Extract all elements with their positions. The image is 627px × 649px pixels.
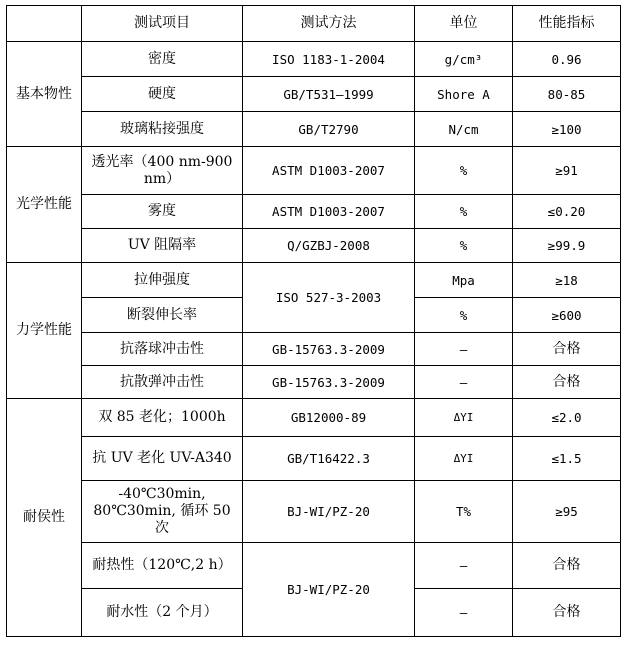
value-cell: 合格: [513, 543, 621, 589]
value-cell: ≥91: [513, 147, 621, 195]
table-row: [7, 42, 621, 77]
table-row: [7, 437, 621, 481]
unit-cell: %: [415, 298, 513, 333]
item-cell: 拉伸强度: [82, 263, 243, 298]
method-cell: GB12000-89: [243, 399, 415, 437]
method-cell: ASTM D1003-2007: [243, 147, 415, 195]
header-cell-method: 测试方法: [243, 6, 415, 42]
item-cell: 抗 UV 老化 UV-A340: [82, 437, 243, 481]
value-cell: 合格: [513, 333, 621, 366]
unit-cell: Shore A: [415, 77, 513, 112]
table-row: [7, 112, 621, 147]
method-cell: ISO 1183-1-2004: [243, 42, 415, 77]
unit-cell: N/cm: [415, 112, 513, 147]
table-row: [7, 366, 621, 399]
value-cell: ≤0.20: [513, 195, 621, 229]
method-cell: BJ-WI/PZ-20: [243, 481, 415, 543]
item-cell: 雾度: [82, 195, 243, 229]
unit-cell: —: [415, 333, 513, 366]
value-cell: ≥600: [513, 298, 621, 333]
unit-cell: g/cm³: [415, 42, 513, 77]
unit-cell: —: [415, 543, 513, 589]
item-cell: 抗落球冲击性: [82, 333, 243, 366]
table-row: [7, 147, 621, 195]
value-cell: ≥99.9: [513, 229, 621, 263]
table-row: [7, 543, 621, 589]
item-cell: 耐热性（120℃,2 h）: [82, 543, 243, 589]
spec-table: [6, 5, 621, 637]
item-cell: 抗散弹冲击性: [82, 366, 243, 399]
unit-cell: %: [415, 195, 513, 229]
value-cell: 80-85: [513, 77, 621, 112]
value-cell: ≤1.5: [513, 437, 621, 481]
method-cell: BJ-WI/PZ-20: [243, 543, 415, 637]
unit-cell: —: [415, 589, 513, 637]
header-cell-item: 测试项目: [82, 6, 243, 42]
value-cell: ≥95: [513, 481, 621, 543]
value-cell: 0.96: [513, 42, 621, 77]
unit-cell: ΔYI: [415, 399, 513, 437]
table-row: [7, 399, 621, 437]
method-cell: GB-15763.3-2009: [243, 333, 415, 366]
item-cell: UV 阻隔率: [82, 229, 243, 263]
unit-cell: Mpa: [415, 263, 513, 298]
unit-cell: —: [415, 366, 513, 399]
table-row: [7, 333, 621, 366]
unit-cell: %: [415, 147, 513, 195]
group-label: 力学性能: [7, 263, 82, 399]
item-cell: 玻璃粘接强度: [82, 112, 243, 147]
method-cell: ASTM D1003-2007: [243, 195, 415, 229]
unit-cell: %: [415, 229, 513, 263]
value-cell: ≥18: [513, 263, 621, 298]
item-cell: 硬度: [82, 77, 243, 112]
unit-cell: T%: [415, 481, 513, 543]
group-label: 光学性能: [7, 147, 82, 263]
method-cell: GB/T531—1999: [243, 77, 415, 112]
item-cell: 耐水性（2 个月）: [82, 589, 243, 637]
method-cell: ISO 527-3-2003: [243, 263, 415, 333]
group-label: 基本物性: [7, 42, 82, 147]
header-row: [7, 6, 621, 42]
table-row: [7, 77, 621, 112]
group-label: 耐侯性: [7, 399, 82, 637]
item-cell: 双 85 老化；1000h: [82, 399, 243, 437]
method-cell: GB/T2790: [243, 112, 415, 147]
method-cell: Q/GZBJ-2008: [243, 229, 415, 263]
method-cell: GB-15763.3-2009: [243, 366, 415, 399]
table-row: [7, 229, 621, 263]
item-cell: -40℃30min, 80℃30min, 循环 50 次: [82, 481, 243, 543]
item-cell: 断裂伸长率: [82, 298, 243, 333]
value-cell: 合格: [513, 366, 621, 399]
table-row: [7, 263, 621, 298]
header-cell-value: 性能指标: [513, 6, 621, 42]
unit-cell: ΔYI: [415, 437, 513, 481]
item-cell: 透光率（400 nm-900 nm）: [82, 147, 243, 195]
value-cell: ≥100: [513, 112, 621, 147]
value-cell: ≤2.0: [513, 399, 621, 437]
table-row: [7, 481, 621, 543]
table-row: [7, 195, 621, 229]
value-cell: 合格: [513, 589, 621, 637]
item-cell: 密度: [82, 42, 243, 77]
header-cell-group: [7, 6, 82, 42]
header-cell-unit: 单位: [415, 6, 513, 42]
method-cell: GB/T16422.3: [243, 437, 415, 481]
